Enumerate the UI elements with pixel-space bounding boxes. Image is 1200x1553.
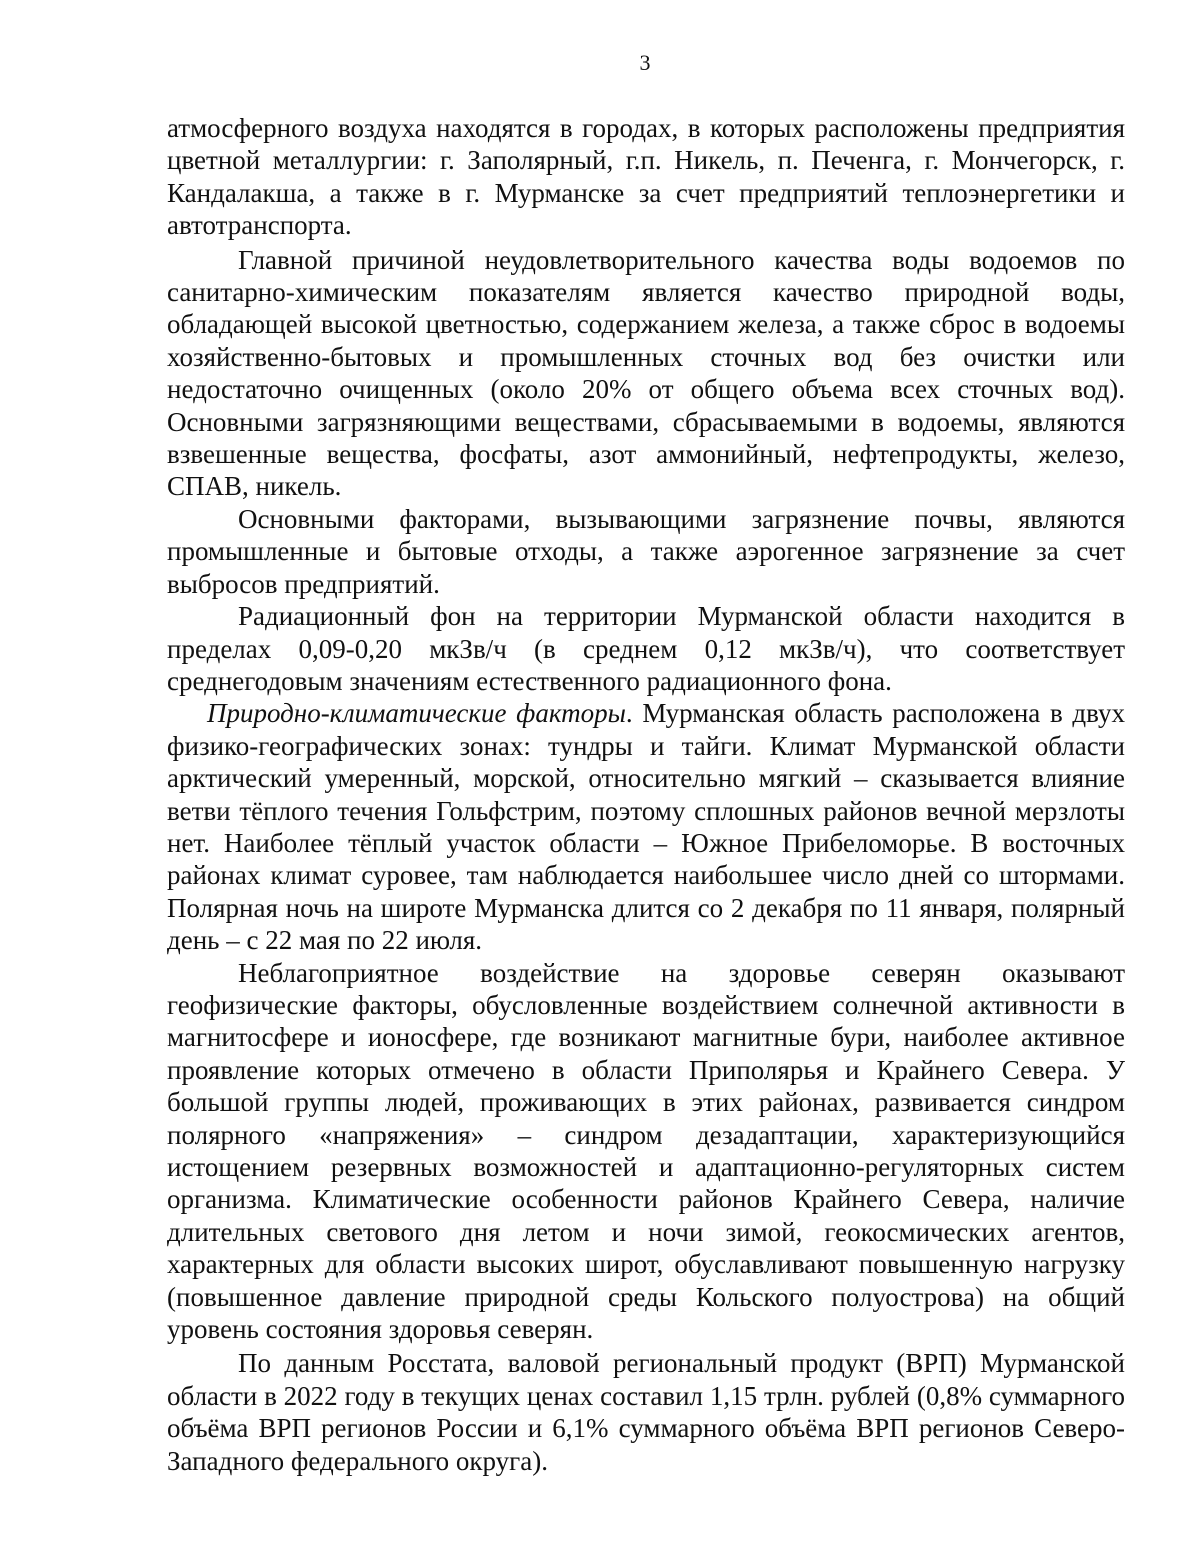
climate-text: . Мурманская область расположена в двух физико-географических зонах: тундры и тайги. Климат Мурманской области арктический умеренный, морской, относительно мягкий – сказывается влияние ветви тёплого течения Гольфстрим, поэтому сплошных районов вечной мерзлоты нет. Наиболее тёплый участок области – Южное Прибеломорье. В восточных районах климат суровее, там наблюдается наибольшее число дней со штормами. Полярная ночь на широте Мурманска длится со 2 декабря по 11 января, полярный день – с 22 мая по 22 июля. [167, 698, 1125, 956]
paragraph-air-pollution: атмосферного воздуха находятся в городах, в которых расположены предприятия цветной металлургии: г. Заполярный, г.п. Никель, п. Печенга, г. Мончегорск, г. Кандалакша, а также в г. Мурманске за счет предприятий теплоэнергетики и автотранспорта. [167, 113, 1125, 241]
page-number: 3 [639, 50, 651, 75]
body-text [167, 112, 1125, 1477]
paragraph-water-quality: Главной причиной неудовлетворительного качества воды водоемов по санитарно-химическим показателям является качество природной воды, обладающей высокой цветностью, содержанием железа, а также сброс в водоемы хозяйственно-бытовых и промышленных сточных вод без очистки или недостаточно очищенных (около 20% от общего объема всех сточных вод). Основными загрязняющими веществами, сбрасываемыми в водоемы, являются взвешенные вещества, фосфаты, азот аммонийный, нефтепродукты, железо, СПАВ, никель. [167, 244, 1125, 502]
paragraph-climate [167, 697, 1125, 956]
climate-heading: Природно-климатические факторы [207, 698, 626, 729]
paragraph-grp: По данным Росстата, валовой региональный продукт (ВРП) Мурманской области в 2022 году в текущих ценах составил 1,15 трлн. рублей (0,8% суммарного объёма ВРП регионов России и 6,1% суммарного объёма ВРП регионов Северо-Западного федерального округа). [167, 1348, 1125, 1476]
paragraph-soil-pollution: Основными факторами, вызывающими загрязнение почвы, являются промышленные и бытовые отходы, а также аэрогенное загрязнение за счет выбросов предприятий. [167, 503, 1125, 599]
paragraph-geophysical-factors: Неблагоприятное воздействие на здоровье северян оказывают геофизические факторы, обусловленные воздействием солнечной активности в магнитосфере и ионосфере, где возникают магнитные бури, наиболее активное проявление которых отмечено в области Приполярья и Крайнего Севера. У большой группы людей, проживающих в этих районах, развивается синдром полярного «напряжения» – синдром дезадаптации, характеризующийся истощением резервных возможностей и адаптационно-регуляторных систем организма. Климатические особенности районов Крайнего Севера, наличие длительных светового дня летом и ночи зимой, геокосмических агентов, характерных для области высоких широт, обуславливают повышенную нагрузку (повышенное давление природной среды Кольского полуострова) на общий уровень состояния здоровья северян. [167, 957, 1125, 1345]
paragraph-radiation: Радиационный фон на территории Мурманской области находится в пределах 0,09-0,20 мкЗв/ч (в среднем 0,12 мкЗв/ч), что соответствует среднегодовым значениям естественного радиационного фона. [167, 601, 1125, 696]
